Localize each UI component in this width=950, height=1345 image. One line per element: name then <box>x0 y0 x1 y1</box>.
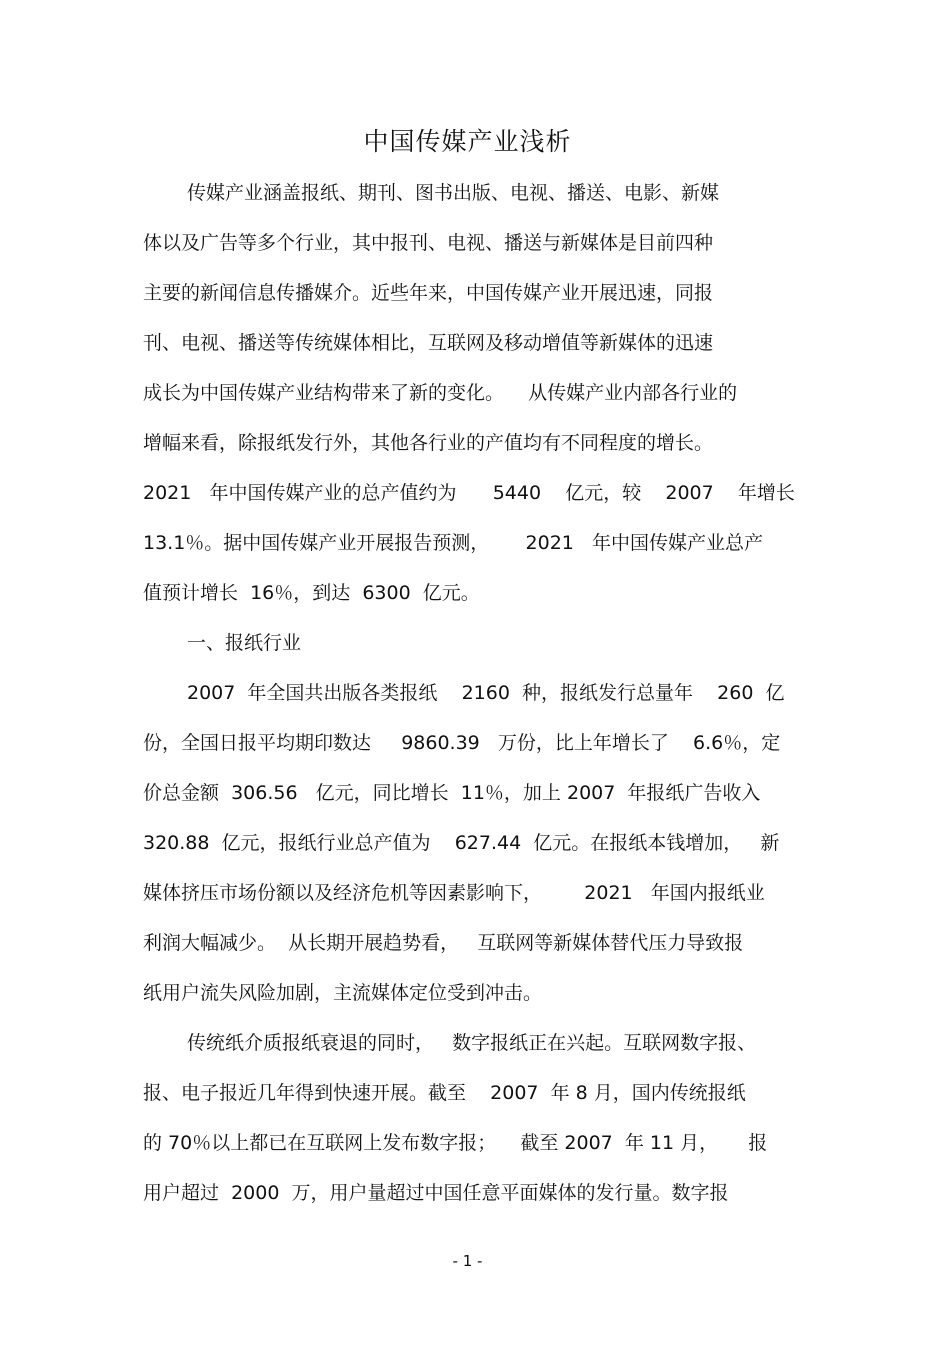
paragraph-line: 传统纸介质报纸衰退的同时， 数字报纸正在兴起。互联网数字报、 <box>187 1032 757 1054</box>
paragraph-line: 体以及广告等多个行业，其中报刊、电视、播送与新媒体是目前四种 <box>143 232 714 254</box>
section-heading: 一、报纸行业 <box>187 632 302 654</box>
paragraph-line: 传媒产业涵盖报纸、期刊、图书出版、电视、播送、电影、新媒 <box>187 182 720 204</box>
paragraph-line: 份，全国日报平均期印数达 9860.39 万份，比上年增长了 6.6％，定 <box>143 732 781 754</box>
paragraph-line: 的 70％以上都已在互联网上发布数字报； 截至 2007 年 11 月， 报 <box>143 1132 768 1154</box>
paragraph-line: 纸用户流失风险加剧，主流媒体定位受到冲击。 <box>143 982 543 1004</box>
paragraph-line: 报、电子报近几年得到快速开展。截至 2007 年 8 月，国内传统报纸 <box>143 1082 746 1104</box>
page-number: - 1 - <box>452 1252 483 1270</box>
paragraph-line: 价总金额 306.56 亿元，同比增长 11％，加上 2007 年报纸广告收入 <box>143 782 761 804</box>
paragraph-line: 利润大幅减少。 从长期开展趋势看， 互联网等新媒体替代压力导致报 <box>143 932 744 954</box>
paragraph-line: 增幅来看，除报纸发行外，其他各行业的产值均有不同程度的增长。 <box>143 432 714 454</box>
paragraph-line: 13.1％。据中国传媒产业开展报告预测， 2021 年中国传媒产业总产 <box>143 532 764 554</box>
paragraph-line: 320.88 亿元，报纸行业总产值为 627.44 亿元。在报纸本钱增加， 新 <box>143 832 780 854</box>
paragraph-line: 2021 年中国传媒产业的总产值约为 5440 亿元，较 2007 年增长 <box>143 482 795 504</box>
paragraph-line: 刊、电视、播送等传统媒体相比，互联网及移动增值等新媒体的迅速 <box>143 332 714 354</box>
paragraph-line: 主要的新闻信息传播媒介。近些年来，中国传媒产业开展迅速，同报 <box>143 282 714 304</box>
paragraph-line: 成长为中国传媒产业结构带来了新的变化。 从传媒产业内部各行业的 <box>143 382 738 404</box>
document-title: 中国传媒产业浅析 <box>363 127 572 156</box>
paragraph-line: 媒体挤压市场份额以及经济危机等因素影响下， 2021 年国内报纸业 <box>143 882 765 904</box>
paragraph-line: 2007 年全国共出版各类报纸 2160 种，报纸发行总量年 260 亿 <box>187 682 785 704</box>
paragraph-line: 值预计增长 16％，到达 6300 亿元。 <box>143 582 480 604</box>
paragraph-line: 用户超过 2000 万，用户量超过中国任意平面媒体的发行量。数字报 <box>143 1182 729 1204</box>
